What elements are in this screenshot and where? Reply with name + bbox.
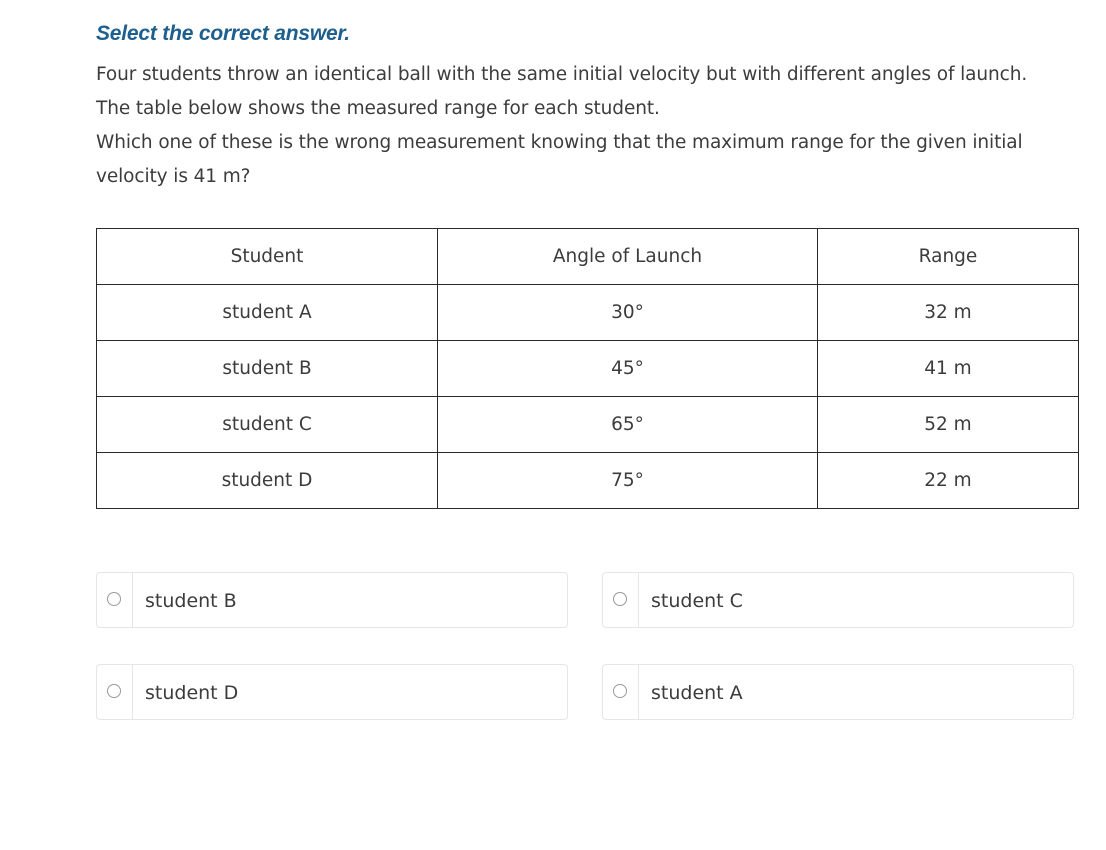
cell-student: student A [97,285,438,341]
table-row [97,397,1079,453]
option-label: student D [145,682,239,704]
radio-cell [97,665,133,719]
option-label: student C [651,590,743,612]
cell-angle: 30° [438,285,818,341]
radio-button-icon[interactable] [107,592,121,606]
radio-cell [603,573,639,627]
cell-range: 52 m [818,397,1079,453]
header-range: Range [818,229,1079,285]
table-header-row [97,229,1079,285]
answer-option-student-d[interactable] [96,664,568,720]
question-line: velocity is 41 m? [96,166,251,187]
radio-button-icon[interactable] [107,684,121,698]
question-panel [96,22,1078,194]
cell-angle: 65° [438,397,818,453]
answer-option-student-c[interactable] [602,572,1074,628]
table-row [97,341,1079,397]
header-angle: Angle of Launch [438,229,818,285]
cell-range: 32 m [818,285,1079,341]
question-line: Which one of these is the wrong measurement knowing that the maximum range for the given initial [96,132,1023,153]
cell-student: student D [97,453,438,509]
cell-angle: 75° [438,453,818,509]
radio-button-icon[interactable] [613,592,627,606]
question-text [96,58,1078,194]
table-row [97,285,1079,341]
option-label: student B [145,590,237,612]
instruction-text: Select the correct answer. [96,22,350,45]
radio-button-icon[interactable] [613,684,627,698]
answer-option-student-b[interactable] [96,572,568,628]
cell-range: 22 m [818,453,1079,509]
table-row [97,453,1079,509]
header-student: Student [97,229,438,285]
question-line: Four students throw an identical ball with the same initial velocity but with different angles of launch. [96,64,1028,85]
option-label: student A [651,682,743,704]
cell-student: student C [97,397,438,453]
cell-range: 41 m [818,341,1079,397]
answer-option-student-a[interactable] [602,664,1074,720]
measurement-table [96,228,1079,509]
question-line: The table below shows the measured range for each student. [96,98,660,119]
cell-angle: 45° [438,341,818,397]
cell-student: student B [97,341,438,397]
radio-cell [97,573,133,627]
radio-cell [603,665,639,719]
